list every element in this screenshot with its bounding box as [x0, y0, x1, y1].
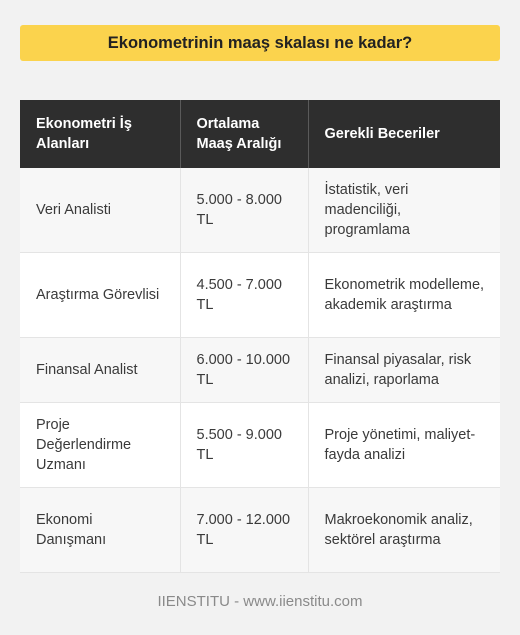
- salary-range-cell: 7.000 - 12.000 TL: [180, 487, 308, 572]
- table-row: [20, 337, 500, 402]
- skills-cell: Makroekonomik analiz, sektörel araştırma: [308, 487, 500, 572]
- skills-cell: Finansal piyasalar, risk analizi, raporlama: [308, 337, 500, 402]
- column-header-required-skills: Gerekli Beceriler: [308, 100, 500, 168]
- skills-cell: İstatistik, veri madenciliği, programlama: [308, 168, 500, 252]
- salary-range-cell: 6.000 - 10.000 TL: [180, 337, 308, 402]
- skills-cell: Proje yönetimi, maliyet-fayda analizi: [308, 402, 500, 487]
- column-header-job-field: Ekonometri İş Alanları: [20, 100, 180, 168]
- salary-table: [20, 100, 500, 573]
- job-field-cell: Araştırma Görevlisi: [20, 252, 180, 337]
- job-field-cell: Ekonomi Danışmanı: [20, 487, 180, 572]
- table-row: [20, 402, 500, 487]
- job-field-cell: Veri Analisti: [20, 168, 180, 252]
- table-row: [20, 168, 500, 252]
- table-row: [20, 252, 500, 337]
- salary-range-cell: 4.500 - 7.000 TL: [180, 252, 308, 337]
- table-header-row: [20, 100, 500, 168]
- salary-range-cell: 5.000 - 8.000 TL: [180, 168, 308, 252]
- table-row: [20, 487, 500, 572]
- job-field-cell: Finansal Analist: [20, 337, 180, 402]
- salary-range-cell: 5.500 - 9.000 TL: [180, 402, 308, 487]
- skills-cell: Ekonometrik modelleme, akademik araştırma: [308, 252, 500, 337]
- column-header-salary-range: Ortalama Maaş Aralığı: [180, 100, 308, 168]
- job-field-cell: Proje Değerlendirme Uzmanı: [20, 402, 180, 487]
- footer-credit: IIENSTITU - www.iienstitu.com: [157, 593, 363, 610]
- page-title: Ekonometrinin maaş skalası ne kadar?: [20, 25, 500, 61]
